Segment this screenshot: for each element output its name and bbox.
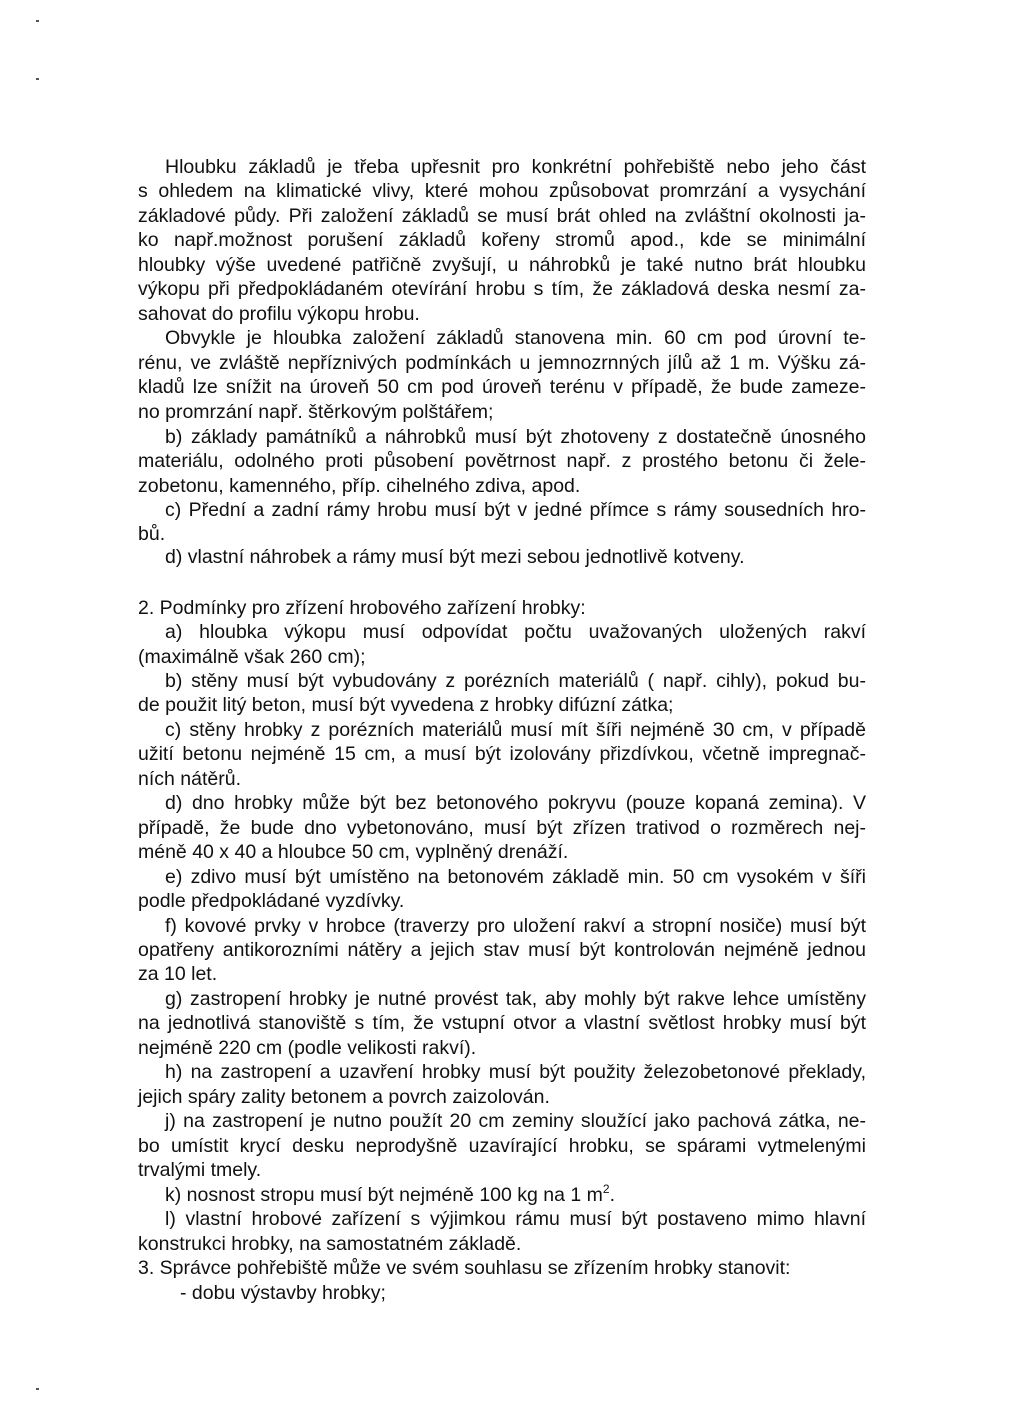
text-line: Hloubku základů je třeba upřesnit pro konkrétní pohřebiště nebo jeho část (165, 156, 866, 178)
text-line: zobetonu, kamenného, příp. cihelného zdiva, apod. (138, 475, 581, 497)
text-line: l) vlastní hrobové zařízení s výjimkou rámu musí být postaveno mimo hlavní (165, 1208, 866, 1230)
text-run: . (609, 1184, 616, 1206)
superscript: 2 (602, 1182, 610, 1196)
text-line: trvalými tmely. (138, 1159, 262, 1181)
text-line: rénu, ve zvláště nepříznivých podmínkách u jemnozrnných jílů až 1 m. Výšku zá- (138, 352, 866, 374)
text-line: bo umístit krycí desku neprodyšně uzavírající hrobku, se spárami vytmelenými (138, 1135, 866, 1157)
text-line: Obvykle je hloubka založení základů stanovena min. 60 cm pod úrovní te- (165, 327, 866, 349)
text-line: h) na zastropení a uzavření hrobky musí být použity železobetonové překlady, (165, 1061, 866, 1083)
text-line: ních nátěrů. (138, 768, 241, 790)
text-line: e) zdivo musí být umístěno na betonovém základě min. 50 cm vysokém v šíři (165, 866, 866, 888)
text-line: užití betonu nejméně 15 cm, a musí být izolovány přizdívkou, včetně impregnač- (138, 743, 866, 765)
text-line: b) základy památníků a náhrobků musí být zhotoveny z dostatečně únosného (165, 426, 866, 448)
section-heading: 2. Podmínky pro zřízení hrobového zařízení hrobky: (138, 597, 586, 619)
section-heading: 3. Správce pohřebiště může ve svém souhlasu se zřízením hrobky stanovit: (138, 1257, 791, 1279)
text-line: - dobu výstavby hrobky; (180, 1282, 386, 1304)
text-line: s ohledem na klimatické vlivy, které mohou způsobovat promrzání a vysychání (138, 180, 866, 202)
text-run: k) nosnost stropu musí být nejméně 100 kg na 1 m (165, 1184, 603, 1206)
text-line: nejméně 220 cm (podle velikosti rakví). (138, 1037, 477, 1059)
text-line: méně 40 x 40 a hloubce 50 cm, vyplněný drenáží. (138, 841, 569, 863)
text-line: d) vlastní náhrobek a rámy musí být mezi sebou jednotlivě kotveny. (165, 546, 745, 568)
text-line: c) Přední a zadní rámy hrobu musí být v jedné přímce s rámy sousedních hro- (165, 499, 866, 521)
text-line: f) kovové prvky v hrobce (traverzy pro uložení rakví a stropní nosiče) musí být (165, 915, 866, 937)
text-line: výkopu při předpokládaném otevírání hrobu s tím, že základová deska nesmí za- (138, 278, 866, 300)
text-line: opatřeny antikorozními nátěry a jejich stav musí být kontrolován nejméně jednou (138, 939, 866, 961)
text-line: konstrukci hrobky, na samostatném základě. (138, 1233, 522, 1255)
text-line: (maximálně však 260 cm); (138, 646, 366, 668)
text-line: j) na zastropení je nutno použít 20 cm zeminy sloužící jako pachová zátka, ne- (165, 1110, 866, 1132)
text-line: za 10 let. (138, 963, 218, 985)
text-line: na jednotlivá stanoviště s tím, že vstupní otvor a vlastní světlost hrobky musí být (138, 1012, 866, 1034)
text-line: jejich spáry zality betonem a povrch zaizolován. (138, 1086, 550, 1108)
text-line: de použit litý beton, musí být vyvedena z hrobky difúzní zátka; (138, 694, 674, 716)
text-line (165, 1184, 866, 1206)
text-line: g) zastropení hrobky je nutné provést tak, aby mohly být rakve lehce umístěny (165, 988, 866, 1010)
scan-speck (36, 1388, 39, 1390)
text-line: sahovat do profilu výkopu hrobu. (138, 303, 420, 325)
text-line: b) stěny musí být vybudovány z porézních materiálů ( např. cihly), pokud bu- (165, 670, 866, 692)
text-line: no promrzání např. štěrkovým polštářem; (138, 401, 494, 423)
text-line: případě, že bude dno vybetonováno, musí být zřízen trativod o rozměrech nej- (138, 817, 866, 839)
scan-speck (36, 78, 39, 80)
text-line: a) hloubka výkopu musí odpovídat počtu uvažovaných uložených rakví (165, 621, 866, 643)
text-line: bů. (138, 523, 166, 545)
text-line: materiálu, odolného proti působení povětrnost např. z prostého betonu či želе- (138, 450, 866, 472)
text-line: ko např.možnost porušení základů kořeny stromů apod., kde se minimální (138, 229, 866, 251)
scan-speck (36, 20, 39, 22)
text-line: základové půdy. Při založení základů se musí brát ohled na zvláštní okolnosti ja- (138, 205, 866, 227)
text-line: c) stěny hrobky z porézních materiálů musí mít šíři nejméně 30 cm, v případě (165, 719, 866, 741)
text-line: podle předpokládané vyzdívky. (138, 890, 405, 912)
text-line: hloubky výše uvedené patřičně zvyšují, u náhrobků je také nutno brát hloubku (138, 254, 866, 276)
text-line: kladů lze snížit na úroveň 50 cm pod úroveň terénu v případě, že bude zameze- (138, 376, 866, 398)
text-line: d) dno hrobky může být bez betonového pokryvu (pouze kopaná zemina). V (165, 792, 866, 814)
